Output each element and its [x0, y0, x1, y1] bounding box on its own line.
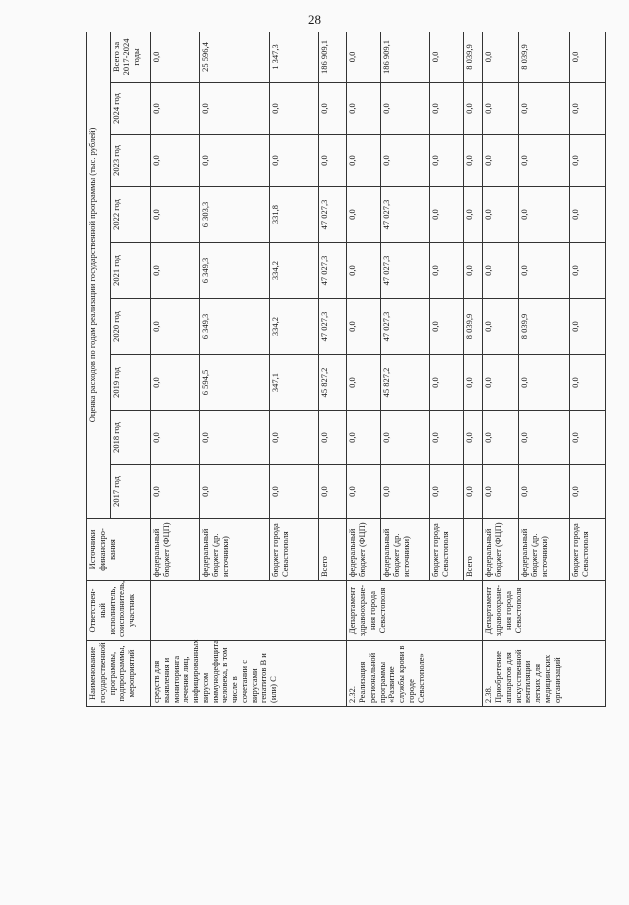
value-cell: 0,0: [483, 83, 519, 135]
total-cell: 0,0: [151, 32, 200, 83]
value-cell: 0,0: [347, 411, 381, 465]
value-cell: 0,0: [519, 135, 570, 187]
value-cell: 0,0: [570, 411, 606, 465]
value-cell: 8 039,9: [464, 299, 483, 355]
table-row: [151, 32, 200, 707]
value-cell: 0,0: [483, 135, 519, 187]
funding-source: бюджет города Севастополя: [430, 519, 464, 581]
value-cell: 0,0: [483, 465, 519, 519]
value-cell: 0,0: [151, 411, 200, 465]
total-cell: 0,0: [430, 32, 464, 83]
value-cell: 0,0: [270, 83, 319, 135]
value-cell: 0,0: [483, 187, 519, 243]
value-cell: 6 349,3: [200, 299, 270, 355]
total-cell: 186 909,1: [381, 32, 430, 83]
value-cell: 334,2: [270, 299, 319, 355]
header-year: 2023 год: [111, 135, 151, 187]
value-cell: 47 027,3: [319, 243, 347, 299]
total-cell: 25 596,4: [200, 32, 270, 83]
budget-table: [86, 32, 606, 707]
value-cell: 0,0: [200, 465, 270, 519]
value-cell: 47 027,3: [319, 299, 347, 355]
value-cell: 0,0: [381, 411, 430, 465]
executor-name: [151, 581, 347, 641]
header-total: Всего за 2017-2024 годы: [111, 32, 151, 83]
value-cell: 0,0: [430, 355, 464, 411]
funding-source: федеральный бюджет (ФЦП): [347, 519, 381, 581]
value-cell: 0,0: [151, 465, 200, 519]
value-cell: 0,0: [483, 411, 519, 465]
value-cell: 0,0: [570, 187, 606, 243]
table-body: [151, 32, 606, 707]
value-cell: 47 027,3: [381, 243, 430, 299]
value-cell: 0,0: [319, 465, 347, 519]
value-cell: 6 594,5: [200, 355, 270, 411]
funding-source: федеральный бюджет (др. источники): [519, 519, 570, 581]
value-cell: 0,0: [430, 299, 464, 355]
funding-source: бюджет города Севастополя: [270, 519, 319, 581]
table-row: [347, 32, 381, 707]
value-cell: 334,2: [270, 243, 319, 299]
value-cell: 0,0: [151, 135, 200, 187]
value-cell: 0,0: [519, 465, 570, 519]
total-cell: 0,0: [570, 32, 606, 83]
header-year: 2020 год: [111, 299, 151, 355]
value-cell: 0,0: [430, 465, 464, 519]
value-cell: 0,0: [347, 299, 381, 355]
value-cell: 0,0: [319, 135, 347, 187]
executor-name: Департамент здравоохране-ния города Севастополя: [483, 581, 606, 641]
value-cell: 0,0: [464, 83, 483, 135]
value-cell: 0,0: [464, 465, 483, 519]
header-executor: Ответствен-ный исполнитель, соисполнитель, участник: [87, 581, 151, 641]
value-cell: 0,0: [200, 135, 270, 187]
value-cell: 331,8: [270, 187, 319, 243]
value-cell: 347,1: [270, 355, 319, 411]
value-cell: 0,0: [430, 135, 464, 187]
header-year: 2021 год: [111, 243, 151, 299]
value-cell: 0,0: [430, 187, 464, 243]
measure-name: средств для выявления и мониторинга лечения лиц, инфицированных вирусом иммунодефицита человека, в том числе в сочетании с вирусами гепатитов В и (или) С: [151, 641, 347, 707]
value-cell: 0,0: [270, 465, 319, 519]
header-source: Источники финансиро-вания: [87, 519, 151, 581]
value-cell: 0,0: [430, 411, 464, 465]
value-cell: 0,0: [570, 355, 606, 411]
value-cell: 47 027,3: [319, 187, 347, 243]
total-cell: 8 039,9: [519, 32, 570, 83]
value-cell: 0,0: [570, 83, 606, 135]
funding-source: федеральный бюджет (ФЦП): [483, 519, 519, 581]
header-year: 2017 год: [111, 465, 151, 519]
total-cell: 8 039,9: [464, 32, 483, 83]
header-year: 2024 год: [111, 83, 151, 135]
value-cell: 0,0: [483, 355, 519, 411]
value-cell: 0,0: [430, 243, 464, 299]
value-cell: 0,0: [483, 299, 519, 355]
funding-source: федеральный бюджет (ФЦП): [151, 519, 200, 581]
value-cell: 0,0: [570, 465, 606, 519]
value-cell: 0,0: [483, 243, 519, 299]
measure-name: 2.38. Приобретение аппаратов для искусственной вентиляции легких для медицинских организаций: [483, 641, 606, 707]
header-name: Наименование государственной программы, подпрограммы, мероприятий: [87, 641, 151, 707]
page-number: 28: [308, 12, 321, 27]
funding-source: бюджет города Севастополя: [570, 519, 606, 581]
value-cell: 0,0: [270, 411, 319, 465]
value-cell: 0,0: [319, 83, 347, 135]
value-cell: 0,0: [570, 299, 606, 355]
rotated-table-area: [86, 32, 606, 707]
value-cell: 0,0: [519, 355, 570, 411]
value-cell: 0,0: [519, 243, 570, 299]
value-cell: 6 303,3: [200, 187, 270, 243]
value-cell: 0,0: [570, 243, 606, 299]
value-cell: 0,0: [464, 355, 483, 411]
value-cell: 0,0: [430, 83, 464, 135]
total-cell: 0,0: [483, 32, 519, 83]
value-cell: 0,0: [200, 83, 270, 135]
header-year: 2019 год: [111, 355, 151, 411]
value-cell: 0,0: [347, 465, 381, 519]
value-cell: 0,0: [270, 135, 319, 187]
value-cell: 0,0: [381, 465, 430, 519]
header-year: 2022 год: [111, 187, 151, 243]
header-year: 2018 год: [111, 411, 151, 465]
value-cell: 0,0: [464, 411, 483, 465]
value-cell: 0,0: [464, 243, 483, 299]
total-cell: 1 347,3: [270, 32, 319, 83]
value-cell: 0,0: [151, 83, 200, 135]
value-cell: 45 827,2: [381, 355, 430, 411]
value-cell: 0,0: [151, 243, 200, 299]
funding-source: федеральный бюджет (др. источники): [200, 519, 270, 581]
measure-name: 2.32. Реализация региональной программы «Развитие службы крови в городе Севастополе»: [347, 641, 483, 707]
value-cell: 0,0: [464, 187, 483, 243]
value-cell: 0,0: [570, 135, 606, 187]
value-cell: 6 349,3: [200, 243, 270, 299]
value-cell: 0,0: [519, 83, 570, 135]
executor-name: Департамент здравоохране-ния города Севастополя: [347, 581, 483, 641]
value-cell: 0,0: [151, 187, 200, 243]
value-cell: 0,0: [519, 187, 570, 243]
value-cell: 0,0: [200, 411, 270, 465]
value-cell: 0,0: [151, 299, 200, 355]
value-cell: 0,0: [381, 135, 430, 187]
value-cell: 45 827,2: [319, 355, 347, 411]
total-cell: 0,0: [347, 32, 381, 83]
table-header: [87, 32, 151, 707]
value-cell: 8 039,9: [519, 299, 570, 355]
funding-source: Всего: [464, 519, 483, 581]
value-cell: 47 027,3: [381, 299, 430, 355]
total-cell: 186 909,1: [319, 32, 347, 83]
value-cell: 0,0: [347, 355, 381, 411]
header-estimate: Оценка расходов по годам реализации государственной программы (тыс. рублей): [87, 32, 111, 519]
value-cell: 47 027,3: [381, 187, 430, 243]
value-cell: 0,0: [381, 83, 430, 135]
value-cell: 0,0: [151, 355, 200, 411]
value-cell: 0,0: [319, 411, 347, 465]
table-row: [483, 32, 519, 707]
value-cell: 0,0: [347, 187, 381, 243]
funding-source: федеральный бюджет (др. источники): [381, 519, 430, 581]
value-cell: 0,0: [347, 135, 381, 187]
funding-source: Всего: [319, 519, 347, 581]
value-cell: 0,0: [347, 83, 381, 135]
value-cell: 0,0: [464, 135, 483, 187]
value-cell: 0,0: [347, 243, 381, 299]
value-cell: 0,0: [519, 411, 570, 465]
